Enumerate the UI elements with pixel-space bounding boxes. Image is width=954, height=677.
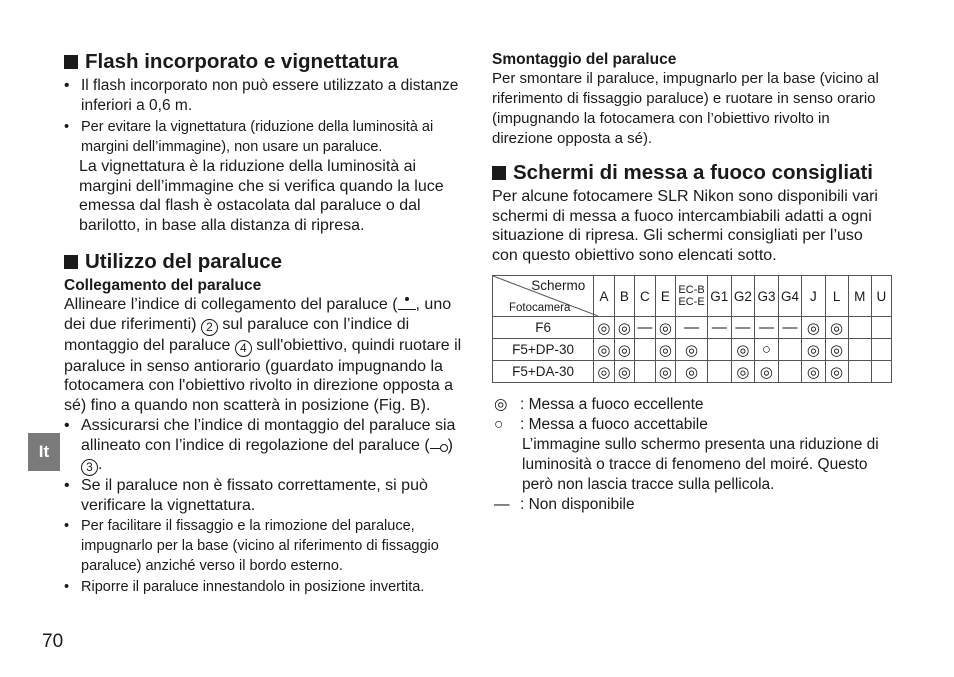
- column-header-13: U: [871, 276, 891, 317]
- rating-cell: ◎: [802, 361, 825, 383]
- rating-cell: —: [676, 317, 708, 339]
- rating-cell: ◎: [676, 361, 708, 383]
- acceptable-symbol-icon: ○: [494, 416, 504, 433]
- rating-cell: [635, 339, 656, 361]
- rating-cell: ◎: [755, 361, 779, 383]
- column-header-12: M: [848, 276, 871, 317]
- rating-cell: ◎: [655, 317, 675, 339]
- rating-cell: —: [731, 317, 755, 339]
- not-available-symbol-icon: —: [494, 496, 510, 513]
- attach-paragraph: [64, 295, 464, 415]
- column-header-10: J: [802, 276, 825, 317]
- column-header-11: L: [825, 276, 848, 317]
- column-header-4: E: [655, 276, 675, 317]
- square-bullet-icon: [492, 166, 506, 180]
- table-row: [493, 317, 892, 339]
- hood-bullet-2: • Se il paraluce non è fissato correttamente, si può verificare la vignettatura.: [64, 476, 464, 515]
- rating-cell: ◎: [594, 339, 614, 361]
- rating-cell: ◎: [802, 317, 825, 339]
- remove-text: Per smontare il paraluce, impugnarlo per la base (vicino al riferimento di fissaggio paraluce) e ruotare in senso orario (impugnando la fotocamera con l’obiettivo rivolto in direzione opposta a sé).: [492, 70, 879, 147]
- flash-bullet-2: • Per evitare la vignettatura (riduzione della luminosità ai margini dell’immagine), non usare un paraluce.: [64, 117, 464, 157]
- header-camera-label: Fotocamera: [509, 302, 571, 314]
- camera-cell: F6: [493, 317, 594, 339]
- rating-cell: [848, 339, 871, 361]
- rating-cell: ◎: [655, 361, 675, 383]
- flash-note: La vignettatura è la riduzione della luminosità ai margini dell’immagine che si verifica quando la luce emessa dal flash è ostacolata dal paraluce o dal barilotto, in base alla distanza di ripresa.: [79, 158, 444, 234]
- rating-cell: ◎: [802, 339, 825, 361]
- hood-bullet-1: [64, 416, 464, 476]
- hood-bullet-3: • Per facilitare il fissaggio e la rimozione del paraluce, impugnarlo per la base (vicino al riferimento di fissaggio paraluce) anziché verso il bordo esterno.: [64, 516, 464, 576]
- left-column: [64, 50, 464, 597]
- excellent-symbol-icon: ◎: [494, 396, 508, 413]
- attach-text-1: Allineare l’indice di collegamento del paraluce (: [64, 296, 398, 313]
- rating-cell: ○: [755, 339, 779, 361]
- flash-title: Flash incorporato e vignettatura: [85, 50, 399, 73]
- rating-cell: ◎: [825, 339, 848, 361]
- remove-subtitle: Smontaggio del paraluce: [492, 51, 677, 68]
- page-number: 70: [42, 631, 64, 652]
- legend-acceptable: [492, 415, 892, 435]
- flash-bullet-1: • Il flash incorporato non può essere utilizzato a distanze inferiori a 0,6 m.: [64, 76, 464, 115]
- screens-intro: Per alcune fotocamere SLR Nikon sono disponibili vari schermi di messa a fuoco intercambiabili adatti a ogni situazione di ripresa. Gli schermi consigliati per l’uso con questo obiettivo sono elencati sotto.: [492, 188, 878, 264]
- attach-text-4: sull'obiettivo, quindi ruotare il paraluce in senso antiorario (guardato impugnando la fotocamera con l'obiettivo rivolto in direzione opposta a sé) fino a quando non scatterà in posizione (Fig. B).: [64, 336, 462, 414]
- rating-cell: ◎: [594, 317, 614, 339]
- rating-cell: [871, 317, 891, 339]
- language-tab: [28, 433, 60, 471]
- column-header-2: B: [614, 276, 634, 317]
- hood-index-icon: [398, 297, 416, 310]
- table-row: [493, 339, 892, 361]
- header-screen-label: Schermo: [531, 278, 586, 293]
- rating-cell: [848, 317, 871, 339]
- rating-cell: ◎: [614, 339, 634, 361]
- rating-cell: [871, 361, 891, 383]
- legend-acceptable-note: L’immagine sullo schermo presenta una riduzione di luminosità o tracce di fenomeno del moiré. Questo però non lascia tracce sulla pellicola.: [522, 436, 879, 493]
- section-heading-screens: [492, 161, 892, 185]
- right-column: [492, 50, 892, 515]
- rating-cell: —: [778, 317, 802, 339]
- column-header-7: G2: [731, 276, 755, 317]
- legend-acceptable-text: : Messa a fuoco accettabile: [520, 416, 708, 433]
- column-header-9: G4: [778, 276, 802, 317]
- callout-4: 4: [235, 340, 252, 357]
- rating-cell: ◎: [655, 339, 675, 361]
- corner-header-cell: [493, 276, 594, 317]
- rating-cell: ◎: [825, 317, 848, 339]
- rating-cell: [778, 339, 802, 361]
- column-header-1: A: [594, 276, 614, 317]
- rating-cell: ◎: [825, 361, 848, 383]
- column-header-3: C: [635, 276, 656, 317]
- column-header-5: EC-B EC-E: [676, 276, 708, 317]
- square-bullet-icon: [64, 55, 78, 69]
- attach-subtitle: Collegamento del paraluce: [64, 277, 262, 294]
- rating-cell: ◎: [594, 361, 614, 383]
- rating-cell: [778, 361, 802, 383]
- hood-adjust-index-icon: [430, 438, 448, 449]
- section-heading-hood: [64, 250, 464, 274]
- attach-text-2: , uno dei due riferimenti): [64, 296, 452, 333]
- rating-cell: [708, 339, 732, 361]
- camera-cell: F5+DA-30: [493, 361, 594, 383]
- rating-cell: ◎: [731, 361, 755, 383]
- column-header-8: G3: [755, 276, 779, 317]
- column-header-6: G1: [708, 276, 732, 317]
- section-heading-flash: [64, 50, 464, 74]
- table-legend: [492, 395, 892, 515]
- hood-title: Utilizzo del paraluce: [85, 250, 283, 273]
- rating-cell: [635, 361, 656, 383]
- rating-cell: [871, 339, 891, 361]
- hood-bullet-1-text-b: ): [447, 436, 453, 454]
- callout-2: 2: [201, 319, 218, 336]
- legend-excellent-text: : Messa a fuoco eccellente: [520, 396, 704, 413]
- rating-cell: ◎: [614, 361, 634, 383]
- hood-bullet-1-text-c: .: [98, 456, 103, 473]
- legend-not-available: [492, 495, 892, 515]
- legend-na-text: : Non disponibile: [520, 496, 635, 513]
- hood-bullet-1-text-a: Assicurarsi che l’indice di montaggio del paraluce sia allineato con l’indice di regolazione del paraluce (: [81, 417, 456, 454]
- legend-excellent: [492, 395, 892, 415]
- rating-cell: —: [755, 317, 779, 339]
- attach-text-3: sul paraluce con l’indice di montaggio del paraluce: [64, 315, 410, 354]
- rating-cell: [848, 361, 871, 383]
- rating-cell: ◎: [676, 339, 708, 361]
- callout-3: 3: [81, 459, 98, 476]
- language-tab-label: It: [38, 442, 50, 461]
- rating-cell: ◎: [731, 339, 755, 361]
- table-header-row: [493, 276, 892, 317]
- rating-cell: —: [635, 317, 656, 339]
- table-row: [493, 361, 892, 383]
- rating-cell: [708, 361, 732, 383]
- rating-cell: ◎: [614, 317, 634, 339]
- square-bullet-icon: [64, 255, 78, 269]
- camera-cell: F5+DP-30: [493, 339, 594, 361]
- screens-title: Schermi di messa a fuoco consigliati: [513, 161, 874, 184]
- rating-cell: —: [708, 317, 732, 339]
- focusing-screens-table: [492, 275, 892, 383]
- hood-bullet-4: • Riporre il paraluce innestandolo in posizione invertita.: [64, 577, 464, 597]
